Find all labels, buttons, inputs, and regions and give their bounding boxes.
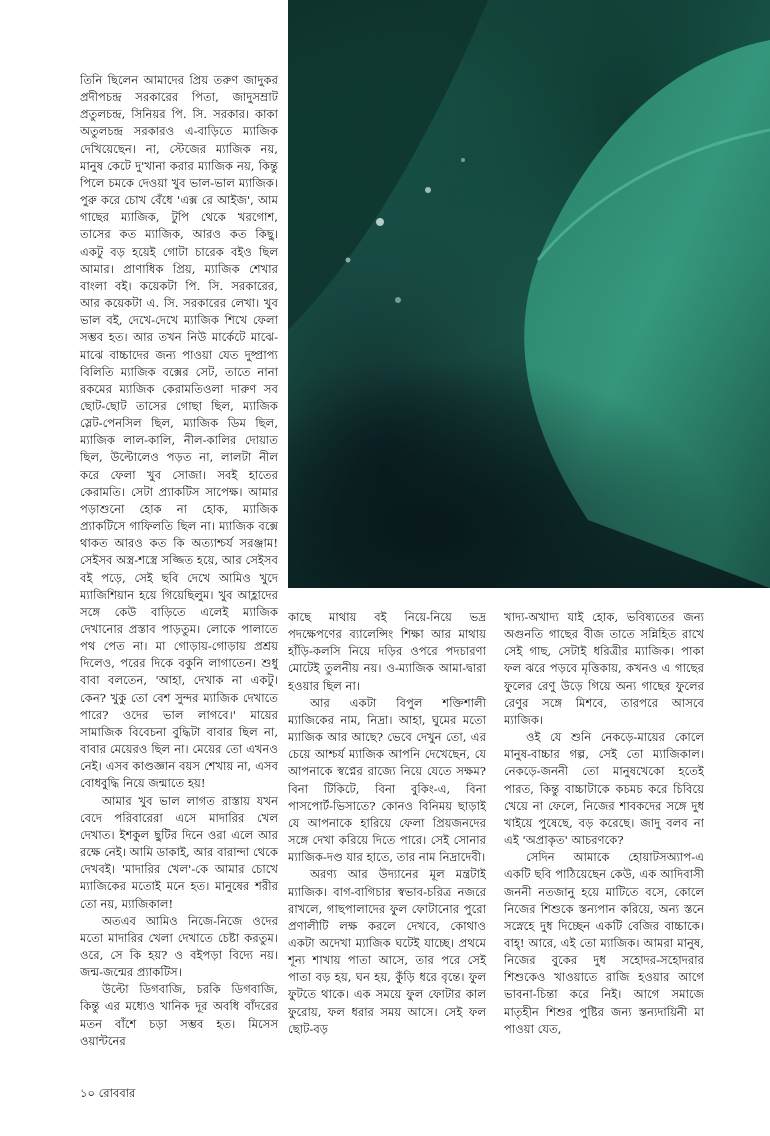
- text-column-3: [504, 609, 704, 1038]
- page-footer: ১০ রোববার: [80, 1086, 136, 1100]
- paragraph: আমার খুব ভাল লাগত রাস্তায় যখন বেদে পরিবারেরা এসে মাদারির খেল দেখাত। ইশকুল ছুটির দিনে ওরা এলে আর রক্ষে নেই। আমি ডাকাই, আর বারান্দা থেকে দেখবই। 'মাদারির খেল'-কে আমার চোখে ম্যাজিকের মতোই মনে হত। মানুষের শরীর তো নয়, ম্যাজিকাল!: [80, 793, 278, 911]
- paragraph: কাছে মাথায় বই নিয়ে-নিয়ে ভদ্র পদক্ষেপণের ব্যালেন্সিং শিক্ষা আর মাথায় হাঁড়ি-কলসি নিয়ে দড়ির ওপরে পদচারণা মোটেই তুলনীয় নয়। ও-ম্যাজিক আমা-দ্বারা হওয়ার ছিল না।: [288, 610, 486, 693]
- paragraph: সেদিন আমাকে হোয়াটসঅ্যাপ-এ একটি ছবি পাঠিয়েছেন কেউ, এক আদিবাসী জননী নতজানু হয়ে মাটিতে বসে, কোলে নিজের শিশুকে স্তন্যপান করিয়ে, অন্য স্তনে সস্নেহে দুধ দিচ্ছেন একটি বেজির বাচ্চাকে। বাহ্! আরে, এই তো ম্যাজিক। আমরা মানুষ, নিজের বুকের দুধ সহোদর-সহোদরার শিশুকেও খাওয়াতে রাজি হওয়ার আগে ভাবনা-চিন্তা করে নিই। আগে সমাজে মাতৃহীন শিশুর পুষ্টির জন্য স্তন্যদায়িনী মা পাওয়া যেত,: [504, 850, 704, 1036]
- paragraph: খাদ্য-অখাদ্য যাই হোক, ভবিষ্যতের জন্য অগুনতি গাছের বীজ তাতে সন্নিহিত রাখে সেই গাছ, সেটাই ধরিত্রীর ম্যাজিক। পাকা ফল ঝরে পড়বে মৃত্তিকায়, কখনও এ গাছের ফুলের রেণু উড়ে গিয়ে অন্য গাছের ফুলের রেণুর সঙ্গে মিশবে, তারপরে আসবে ম্যাজিক।: [504, 610, 704, 727]
- paragraph: অরণ্য আর উদ্যানের মূল মন্ত্রটাই ম্যাজিক। বাগ-বাগিচার স্বভাব-চরিত্র নজরে রাখলে, গাছপালাদের ফুল ফোটানোর পুরো প্রণালীটি লক্ষ করলে দেখবে, কোথাও একটা অদেখা ম্যাজিক ঘটেই যাচ্ছে। প্রথমে শূন্য শাখায় পাতা আসে, তার পরে সেই পাতা বড় হয়, ঘন হয়, কুঁড়ি ধরে বৃন্তে। ফুল ফুটতে থাকে। এক সময়ে ফুল ফোটার কাল ফুরোয়, ফল ধরার সময় আসে। সেই ফল ছোট-বড়: [288, 867, 486, 1036]
- paragraph: আর একটা বিপুল শক্তিশালী ম্যাজিকের নাম, নিদ্রা। আহা, ঘুমের মতো ম্যাজিক আর আছে? ভেবে দেখুন তো, এর চেয়ে আশ্চর্য ম্যাজিক আপনি দেখেছেন, যে আপনাকে স্বপ্নের রাজ্যে নিয়ে যেতে সক্ষম? বিনা টিকিটে, বিনা বুকিং-এ, বিনা পাসপোর্ট-ভিসাতে? কোনও বিনিময় ছাড়াই যে আপনাকে হারিয়ে ফেলা প্রিয়জনদের সঙ্গে দেখা করিয়ে দিতে পারে। সেই সোনার ম্যাজিক-দণ্ড যার হাতে, তার নাম নিদ্রাদেবী।: [288, 695, 486, 865]
- text-column-2: [288, 609, 486, 1038]
- paragraph: উল্টো ডিগবাজি, চরকি ডিগবাজি, কিন্তু এর মধ্যেও খানিক দূর অবধি বাঁদরের মতন বাঁশে চড়া সম্ভব হত। মিসেস ওয়ান্টনের: [80, 982, 278, 1048]
- paragraph: তিনি ছিলেন আমাদের প্রিয় তরুণ জাদুকর প্রদীপচন্দ্র সরকারের পিতা, জাদুসম্রাট প্রতুলচন্দ্র, সিনিয়র পি. সি. সরকার। কাকা অতুলচন্দ্র সরকারও এ-বাড়িতে ম্যাজিক দেখিয়েছেন। না, স্টেজের ম্যাজিক নয়, মানুষ কেটে দু'খানা করার ম্যাজিক নয়, কিন্তু পিলে চমকে দেওয়া খুব ভাল-ভাল ম্যাজিক। পুরু করে চোখ বেঁধে 'এক্স রে আইজ', আম গাছের ম্যাজিক, টুপি থেকে খরগোশ, তাসের কত ম্যাজিক, আরও কত কিছু। একটু বড় হয়েই গোটা চারেক বইও ছিল আমার। প্রাণাধিক প্রিয়, ম্যাজিক শেখার বাংলা বই। কয়েকটা পি. সি. সরকারের, আর কয়েকটা এ. সি. সরকারের লেখা। খুব ভাল বই, দেখে-দেখে ম্যাজিক শিখে ফেলা সম্ভব হত। আর তখন নিউ মার্কেটে মাঝে-মাঝে বাচ্চাদের জন্য পাওয়া যেত দুষ্প্রাপ্য বিলিতি ম্যাজিক বক্সের সেট, তাতে নানা রকমের ম্যাজিক কেরামতিওলা দারুণ সব ছোট-ছোট তাসের গোছা ছিল, ম্যাজিক স্লেট-পেনসিল ছিল, ম্যাজিক ডিম ছিল, ম্যাজিক লাল-কালি, নীল-কালির দোয়াত ছিল, উল্টোলেও পড়ত না, লালটা নীল করে ফেলা খুব সোজা। সবই হাতের কেরামতি। সেটা প্র্যাকটিস সাপেক্ষ। আমার পড়াশুনো হোক না হোক, ম্যাজিক প্র্যাকটিসে গাফিলতি ছিল না। ম্যাজিক বক্সে থাকত আরও কত কি অত্যাশ্চর্য সরঞ্জাম! সেইসব অস্ত্র-শস্ত্রে সজ্জিত হয়ে, আর সেইসব বই পড়ে, সেই ছবি দেখে আমিও খুদে ম্যাজিশিয়ান হয়ে গিয়েছিলুম। খুব আহ্লাদের সঙ্গে কেউ বাড়িতে এলেই ম্যাজিক দেখানোর প্রস্তাব পাড়তুম। লোকে পালাতে পথ পেত না। মা গোড়ায়-গোড়ায় প্রশ্রয় দিলেও, পরের দিকে বকুনি লাগাতেন। শুধু বাবা বলতেন, 'আহা, দেখাক না একটু। কেন? খুকু তো বেশ সুন্দর ম্যাজিক দেখাতে পারে? ওদের ভাল লাগবে।' মায়ের সামাজিক বিবেচনা বুদ্ধিটা বাবার ছিল না, বাবার মেয়েরও ছিল না। মেয়ের তো এখনও নেই। এসব কাণ্ডজ্ঞান বয়স শেখায় না, এসব বোধবুদ্ধি নিয়ে জন্মাতে হয়!: [80, 73, 278, 791]
- text-column-1: [80, 72, 278, 1050]
- leaf-photo: [288, 0, 770, 588]
- paragraph: অতএব আমিও নিজে-নিজে ওদের মতো মাদারির খেলা দেখাতে চেষ্টা করতুম। ওরে, সে কি হয়? ও বইপড়া বিদ্যে নয়। জন্ম-জন্মের প্র্যাকটিস।: [80, 913, 278, 980]
- leaf-illustration: [288, 0, 770, 588]
- paragraph: ওই যে শুনি নেকড়ে-মায়ের কোলে মানুষ-বাচ্চার গল্প, সেই তো ম্যাজিকাল। নেকড়ে-জননী তো মানুষখেকো হতেই পারত, কিন্তু বাচ্চাটাকে কচমচ করে চিবিয়ে খেয়ে না ফেলে, নিজের শাবকদের সঙ্গে দুধ খাইয়ে পুষেছে, বড় করেছে। জাদু বলব না এই 'অপ্রাকৃত' আচরণকে?: [504, 730, 704, 848]
